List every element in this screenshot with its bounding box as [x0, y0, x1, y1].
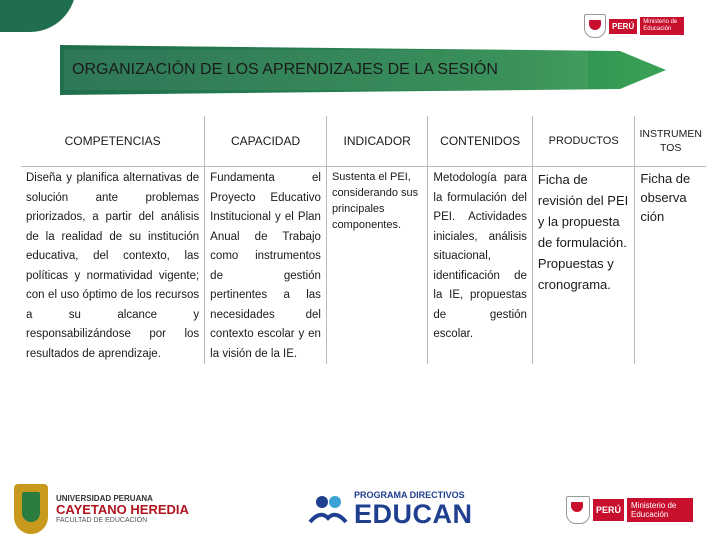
educan-line1: PROGRAMA DIRECTIVOS [354, 490, 465, 500]
upch-seal-icon [14, 484, 48, 534]
header-instrumentos: INSTRUMEN TOS [635, 116, 706, 167]
table-row [21, 167, 706, 365]
educan-logo [308, 490, 473, 528]
header-contenidos: CONTENIDOS [428, 116, 533, 167]
ministry-label: Ministerio de Educación [640, 17, 684, 35]
peru-label: PERÚ [609, 19, 637, 34]
cell-capacidad: Fundamenta el Proyecto Educativo Institucional y el Plan Anual de Trabajo como instrumentos de gestión pertinentes a las necesidades del contexto escolar y en la visión de la IE. [205, 167, 327, 365]
header-indicador: INDICADOR [326, 116, 427, 167]
upch-line2: CAYETANO HEREDIA [56, 502, 189, 517]
cell-contenidos: Metodología para la formulación del PEI. Actividades iniciales, análisis situacional, identificación de la IE, propuestas de gestión escolar. [428, 167, 533, 365]
upch-logo [14, 484, 189, 534]
cell-indicador: Sustenta el PEI, considerando sus principales componentes. [326, 167, 427, 365]
peru-label: PERÚ [593, 499, 624, 521]
minedu-logo-top [584, 14, 684, 38]
educan-line2: EDUCAN [354, 499, 473, 529]
header-capacidad: CAPACIDAD [205, 116, 327, 167]
header-productos: PRODUCTOS [532, 116, 634, 167]
minedu-logo-bottom [566, 496, 693, 524]
cell-instrumentos: Ficha de observa ción [635, 167, 706, 365]
cell-competencias: Diseña y planifica alternativas de solución ante problemas priorizados, a partir del análisis de la realidad de su institución educativa, del contexto, las políticas y normatividad vigente; con el uso óptimo de los recursos a su alcance y responsabilizándose por los resultados de aprendizaje. [26, 172, 200, 360]
title-banner [60, 45, 666, 95]
upch-line1: UNIVERSIDAD PERUANA [56, 494, 153, 503]
corner-decoration [0, 0, 76, 32]
upch-line3: FACULTAD DE EDUCACIÓN [56, 517, 148, 524]
banner-title: ORGANIZACIÓN DE LOS APRENDIZAJES DE LA SESIÓN [72, 61, 498, 78]
header-competencias: COMPETENCIAS [64, 134, 161, 148]
cell-productos: Ficha de revisión del PEI y la propuesta de formulación. Propuestas y cronograma. [532, 167, 634, 365]
educan-mark-icon [308, 492, 348, 526]
peru-shield-icon [566, 496, 590, 524]
ministry-label: Ministerio de Educación [627, 498, 693, 522]
peru-shield-icon [584, 14, 606, 38]
sessions-table [21, 116, 706, 364]
